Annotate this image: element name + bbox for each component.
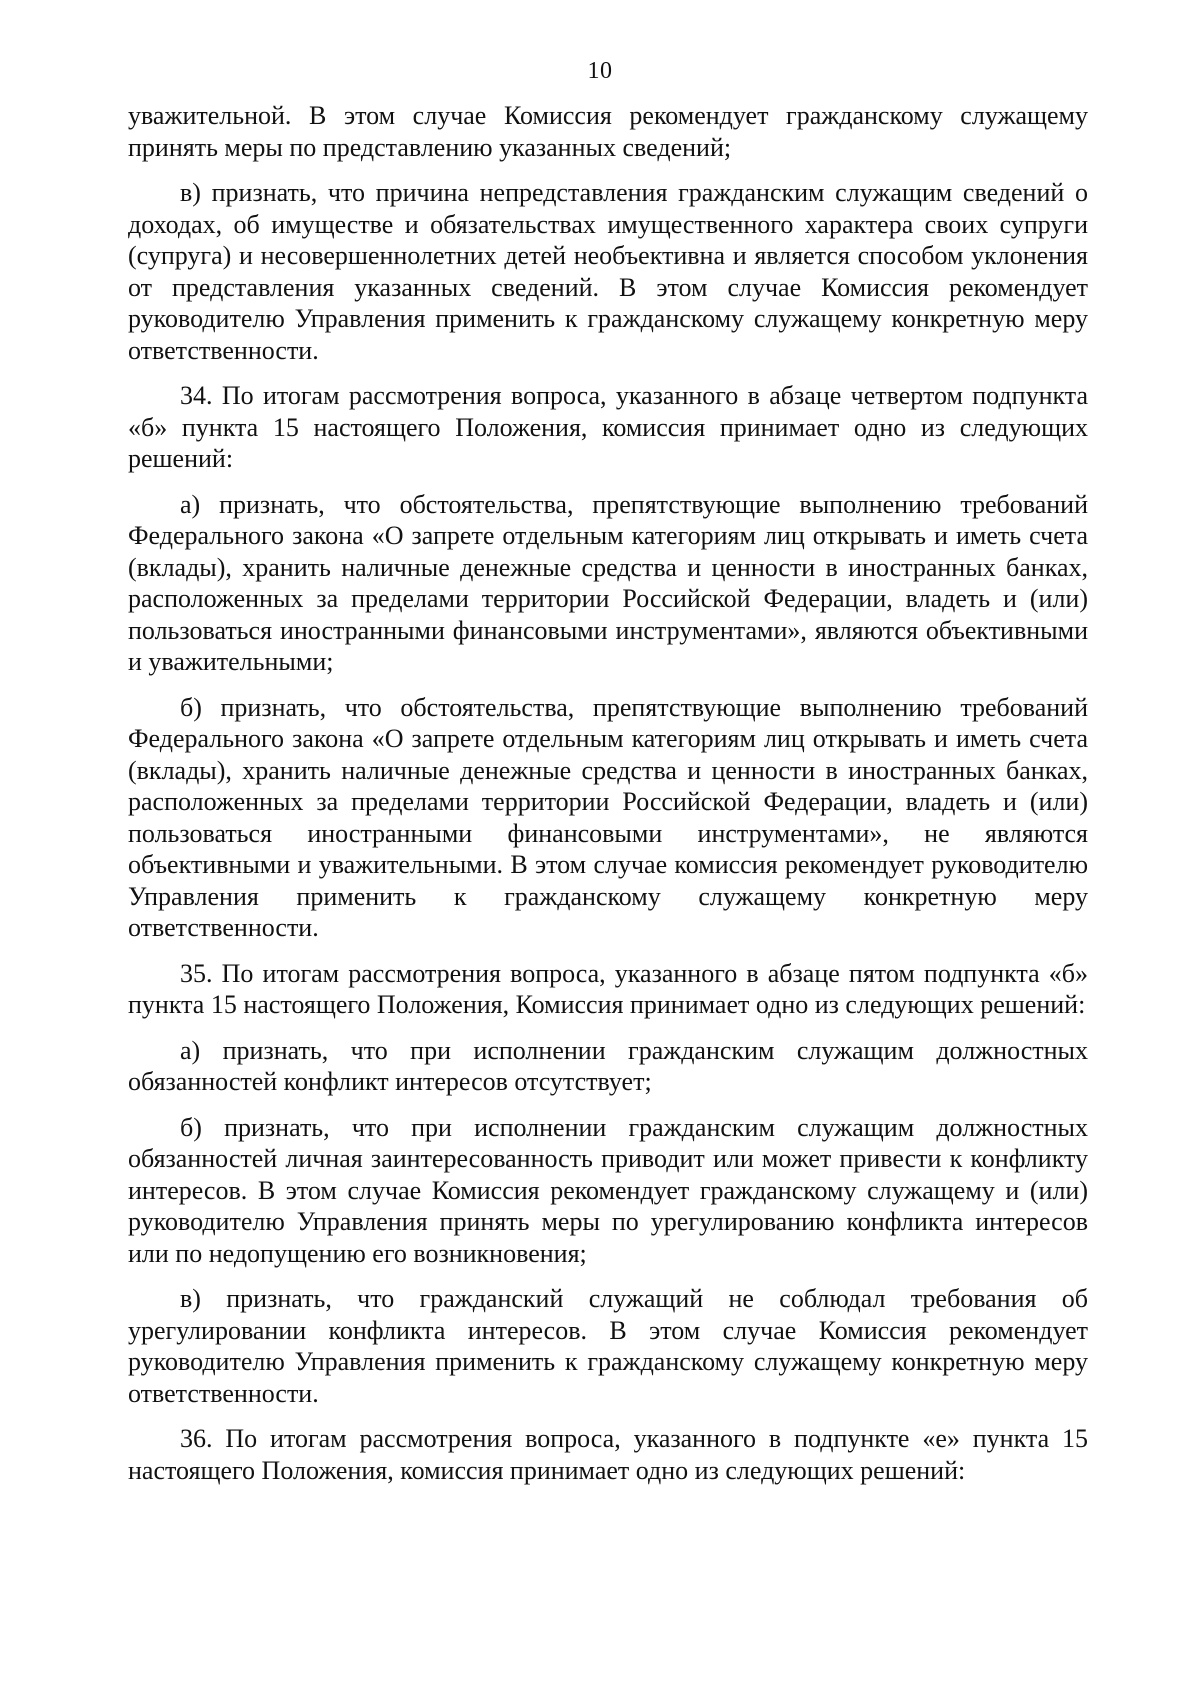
paragraph-35-item-a: а) признать, что при исполнении гражданским служащим должностных обязанностей конфликт интересов отсутствует; xyxy=(128,1035,1088,1096)
paragraph-35-item-v: в) признать, что гражданский служащий не соблюдал требования об урегулировании конфликта интересов. В этом случае Комиссия рекомендует руководителю Управления применить к гражданскому служащему конкретную меру ответственности. xyxy=(128,1284,1088,1408)
paragraph-item-v: в) признать, что причина непредставления гражданским служащим сведений о доходах, об имуществе и обязательствах имущественного характера своих супруги (супруга) и несовершеннолетних детей необъективна и является способом уклонения от представления указанных сведений. В этом случае Комиссия рекомендует руководителю Управления применить к гражданскому служащему конкретную меру ответственности. xyxy=(128,178,1088,365)
paragraph-34-item-a: а) признать, что обстоятельства, препятствующие выполнению требований Федерального закона «О запрете отдельным категориям лиц открывать и иметь счета (вклады), хранить наличные денежные средства и ценности в иностранных банках, расположенных за пределами территории Российской Федерации, владеть и (или) пользоваться иностранными финансовыми инструментами», являются объективными и уважительными; xyxy=(128,489,1088,676)
paragraph-34: 34. По итогам рассмотрения вопроса, указанного в абзаце четвертом подпункта «б» пункта 15 настоящего Положения, комиссия принимает одно из следующих решений: xyxy=(128,381,1088,473)
paragraph-continuation: уважительной. В этом случае Комиссия рекомендует гражданскому служащему принять меры по представлению указанных сведений; xyxy=(128,101,1088,162)
paragraph-35-item-b: б) признать, что при исполнении гражданским служащим должностных обязанностей личная заинтересованность приводит или может привести к конфликту интересов. В этом случае Комиссия рекомендует гражданскому служащему и (или) руководителю Управления принять меры по урегулированию конфликта интересов или по недопущению его возникновения; xyxy=(128,1112,1088,1268)
document-body xyxy=(128,100,1088,1486)
paragraph-34-item-b: б) признать, что обстоятельства, препятствующие выполнению требований Федерального закона «О запрете отдельным категориям лиц открывать и иметь счета (вклады), хранить наличные денежные средства и ценности в иностранных банках, расположенных за пределами территории Российской Федерации, владеть и (или) пользоваться иностранными финансовыми инструментами», не являются объективными и уважительными. В этом случае комиссия рекомендует руководителю Управления применить к гражданскому служащему конкретную меру ответственности. xyxy=(128,692,1088,942)
paragraph-35: 35. По итогам рассмотрения вопроса, указанного в абзаце пятом подпункта «б» пункта 15 настоящего Положения, Комиссия принимает одно из следующих решений: xyxy=(128,958,1088,1019)
page-number: 10 xyxy=(587,58,613,84)
paragraph-36: 36. По итогам рассмотрения вопроса, указанного в подпункте «е» пункта 15 настоящего Положения, комиссия принимает одно из следующих решений: xyxy=(128,1424,1088,1485)
